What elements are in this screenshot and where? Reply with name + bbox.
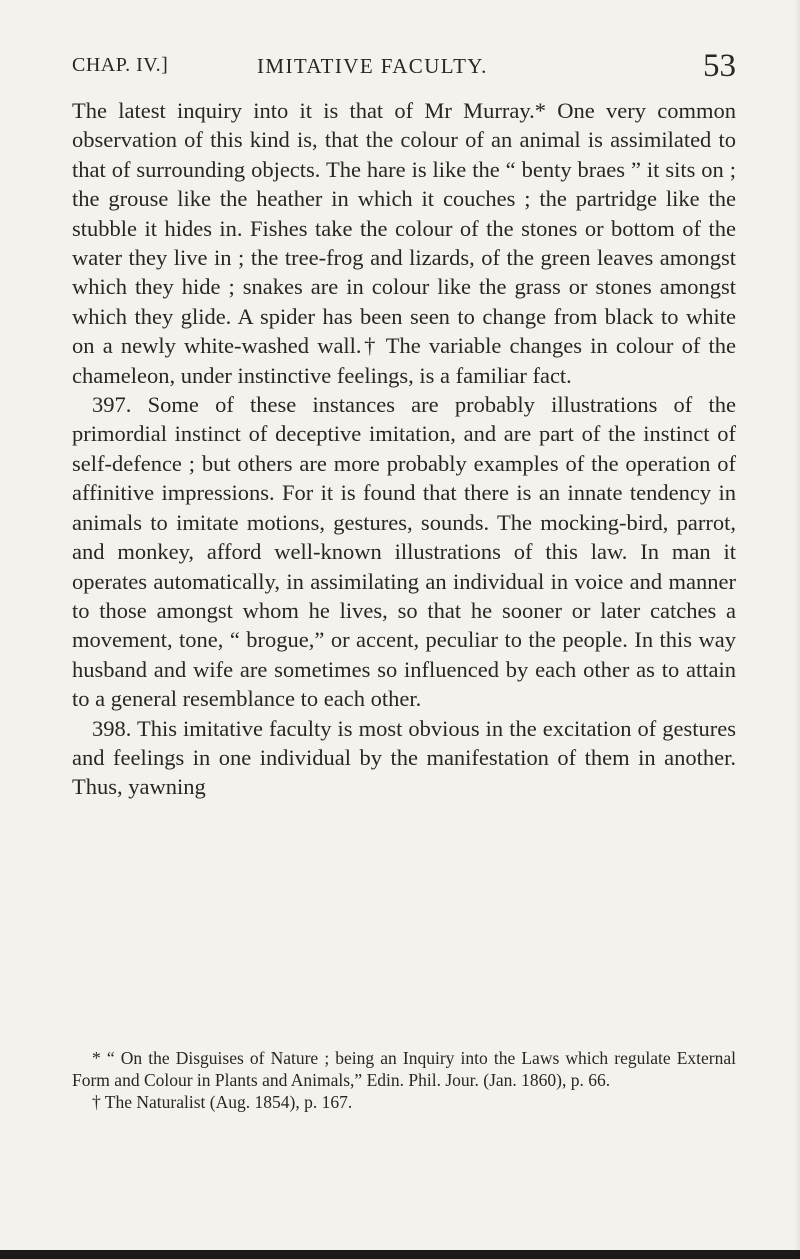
paragraph-397: 397. Some of these instances are probably illustrations of the primordial instinct of deceptive imitation, and are part of the instinct of self-defence ; but others are more probably examples of the operation of affinitive impressions. For it is found that there is an innate tendency in animals to imitate motions, gestures, sounds. The mocking-bird, parrot, and monkey, afford well-known illustrations of this law. In man it operates automatically, in assimilating an individual in voice and manner to those amongst whom he lives, so that he sooner or later catches a movement, tone, “ brogue,” or accent, peculiar to the people. In this way husband and wife are sometimes so influenced by each other as to attain to a general resemblance to each other.: [72, 392, 736, 712]
section-title: IMITATIVE FACULTY.: [257, 54, 488, 78]
running-head: [72, 50, 772, 90]
paragraph-continuation: The latest inquiry into it is that of Mr Murray.* One very common observation of this kind is, that the colour of an animal is assimilated to that of surrounding objects. The hare is like the “ benty braes ” it sits on ; the grouse like the heather in which it couches ; the partridge like the stubble it hides in. Fishes take the colour of the stones or bottom of the water they live in ; the tree-frog and lizards, of the green leaves amongst which they hide ; snakes are in colour like the grass or stones amongst which they glide. A spider has been seen to change from black to white on a newly white-washed wall.† The variable changes in colour of the chameleon, under instinctive feelings, is a familiar fact.: [72, 98, 736, 388]
body-text: [72, 96, 736, 802]
page-number: 53: [703, 48, 736, 84]
page-edge-shadow: [794, 0, 800, 1259]
footnote-dagger: † The Naturalist (Aug. 1854), p. 167.: [92, 1092, 353, 1113]
page-bottom-edge: [0, 1250, 800, 1259]
footnotes: [72, 1047, 736, 1114]
chapter-label: CHAP. IV.]: [72, 54, 169, 76]
footnote-asterisk: * “ On the Disguises of Nature ; being an Inquiry into the Laws which regulate External Form and Colour in Plants and Animals,” Edin. Phil. Jour. (Jan. 1860), p. 66.: [72, 1048, 736, 1091]
paragraph-398: 398. This imitative faculty is most obvious in the excitation of gestures and feelings in one individual by the manifestation of them in another. Thus, yawning: [72, 715, 736, 800]
